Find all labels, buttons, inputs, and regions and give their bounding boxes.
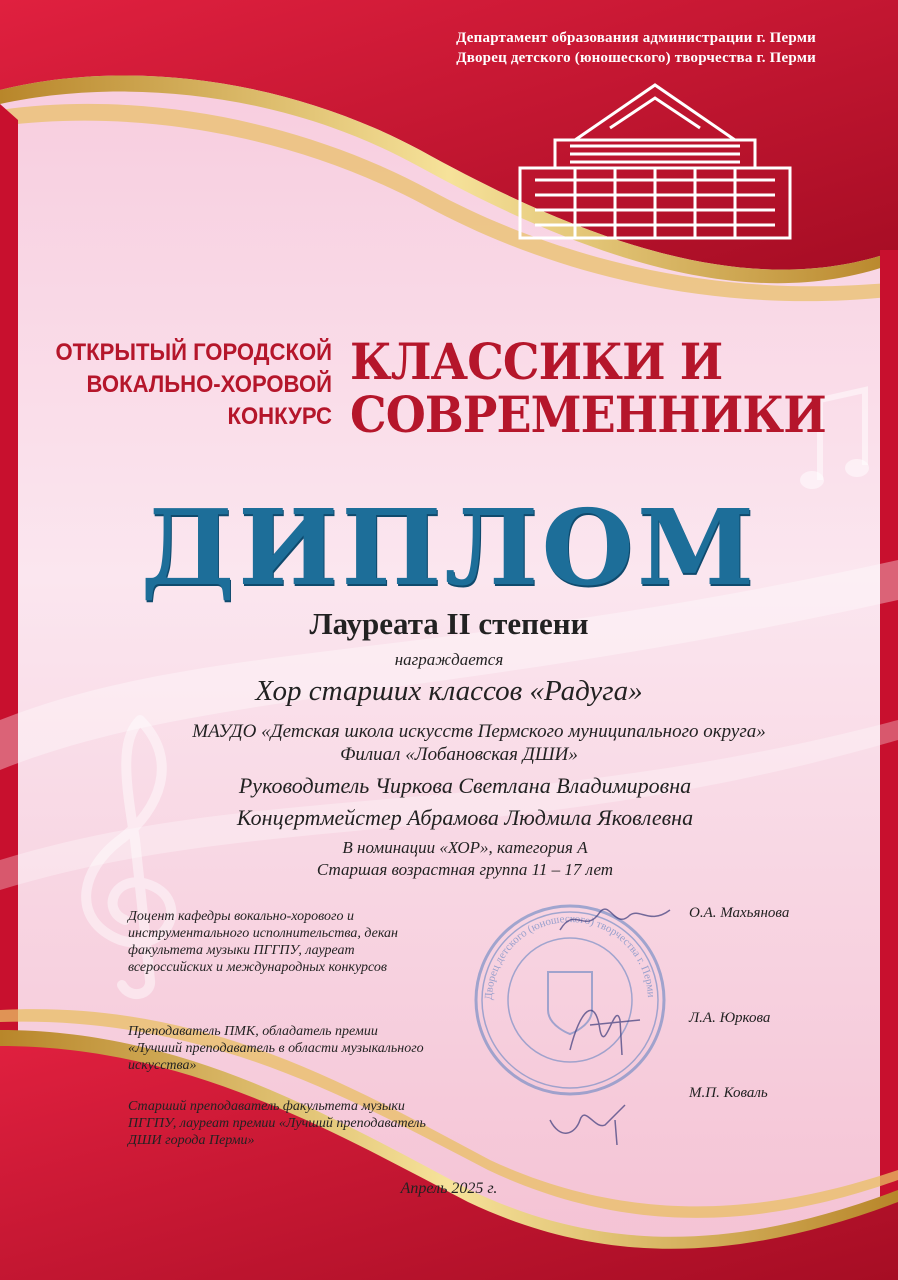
jury-description-3: Старший преподаватель факультета музыки ПГГПУ, лауреат премии «Лучший преподаватель ДШИ города Перми» bbox=[128, 1099, 426, 1148]
department-text: Департамент образования администрации г. Перми bbox=[456, 30, 816, 46]
jury-description-2: Преподаватель ПМК, обладатель премии «Лучший преподаватель в области музыкального искусства» bbox=[128, 1024, 424, 1073]
jury-name-2: Л.А. Юркова bbox=[689, 1010, 771, 1026]
palace-text: Дворец детского (юношеского) творчества г. Перми bbox=[456, 50, 816, 66]
contest-title-line2: СОВРЕМЕННИКИ bbox=[350, 385, 826, 444]
accompanist-name: Концертмейстер Абрамова Людмила Яковлевна bbox=[236, 805, 694, 830]
signature-icon bbox=[545, 1100, 635, 1150]
contest-title-line1: КЛАССИКИ И bbox=[350, 332, 723, 391]
contest-label-line3: КОНКУРС bbox=[227, 403, 332, 430]
signature-icon bbox=[555, 900, 675, 940]
issue-date: Апрель 2025 г. bbox=[400, 1180, 498, 1197]
contest-label-line2: ВОКАЛЬНО-ХОРОВОЙ bbox=[86, 371, 332, 398]
contest-label-line1: ОТКРЫТЫЙ ГОРОДСКОЙ bbox=[55, 339, 332, 366]
school-name: МАУДО «Детская школа искусств Пермского муниципального округа» bbox=[192, 721, 766, 742]
age-group-text: Старшая возрастная группа 11 – 17 лет bbox=[316, 860, 614, 879]
choir-name: Хор старших классов «Радуга» bbox=[255, 675, 643, 707]
degree-text: Лауреата II степени bbox=[309, 606, 589, 641]
branch-name: Филиал «Лобановская ДШИ» bbox=[340, 744, 578, 765]
building-logo-icon bbox=[515, 80, 795, 240]
jury-name-3: М.П. Коваль bbox=[689, 1085, 768, 1101]
leader-name: Руководитель Чиркова Светлана Владимировна bbox=[238, 773, 692, 798]
jury-name-1: О.А. Махьянова bbox=[689, 905, 790, 921]
nomination-text: В номинации «ХОР», категория А bbox=[342, 838, 588, 857]
awarded-text: награждается bbox=[394, 650, 504, 669]
jury-description-1: Доцент кафедры вокально-хорового и инструментального исполнительства, декан факультета музыки ПГГПУ, лауреат всероссийских и международных конкурсов bbox=[128, 909, 398, 975]
seal-ring-text: Дворец детского (юношеского) творчества г. Перми bbox=[482, 912, 657, 1001]
diploma-title: ДИПЛОМ bbox=[140, 486, 758, 609]
signature-icon bbox=[560, 990, 650, 1060]
